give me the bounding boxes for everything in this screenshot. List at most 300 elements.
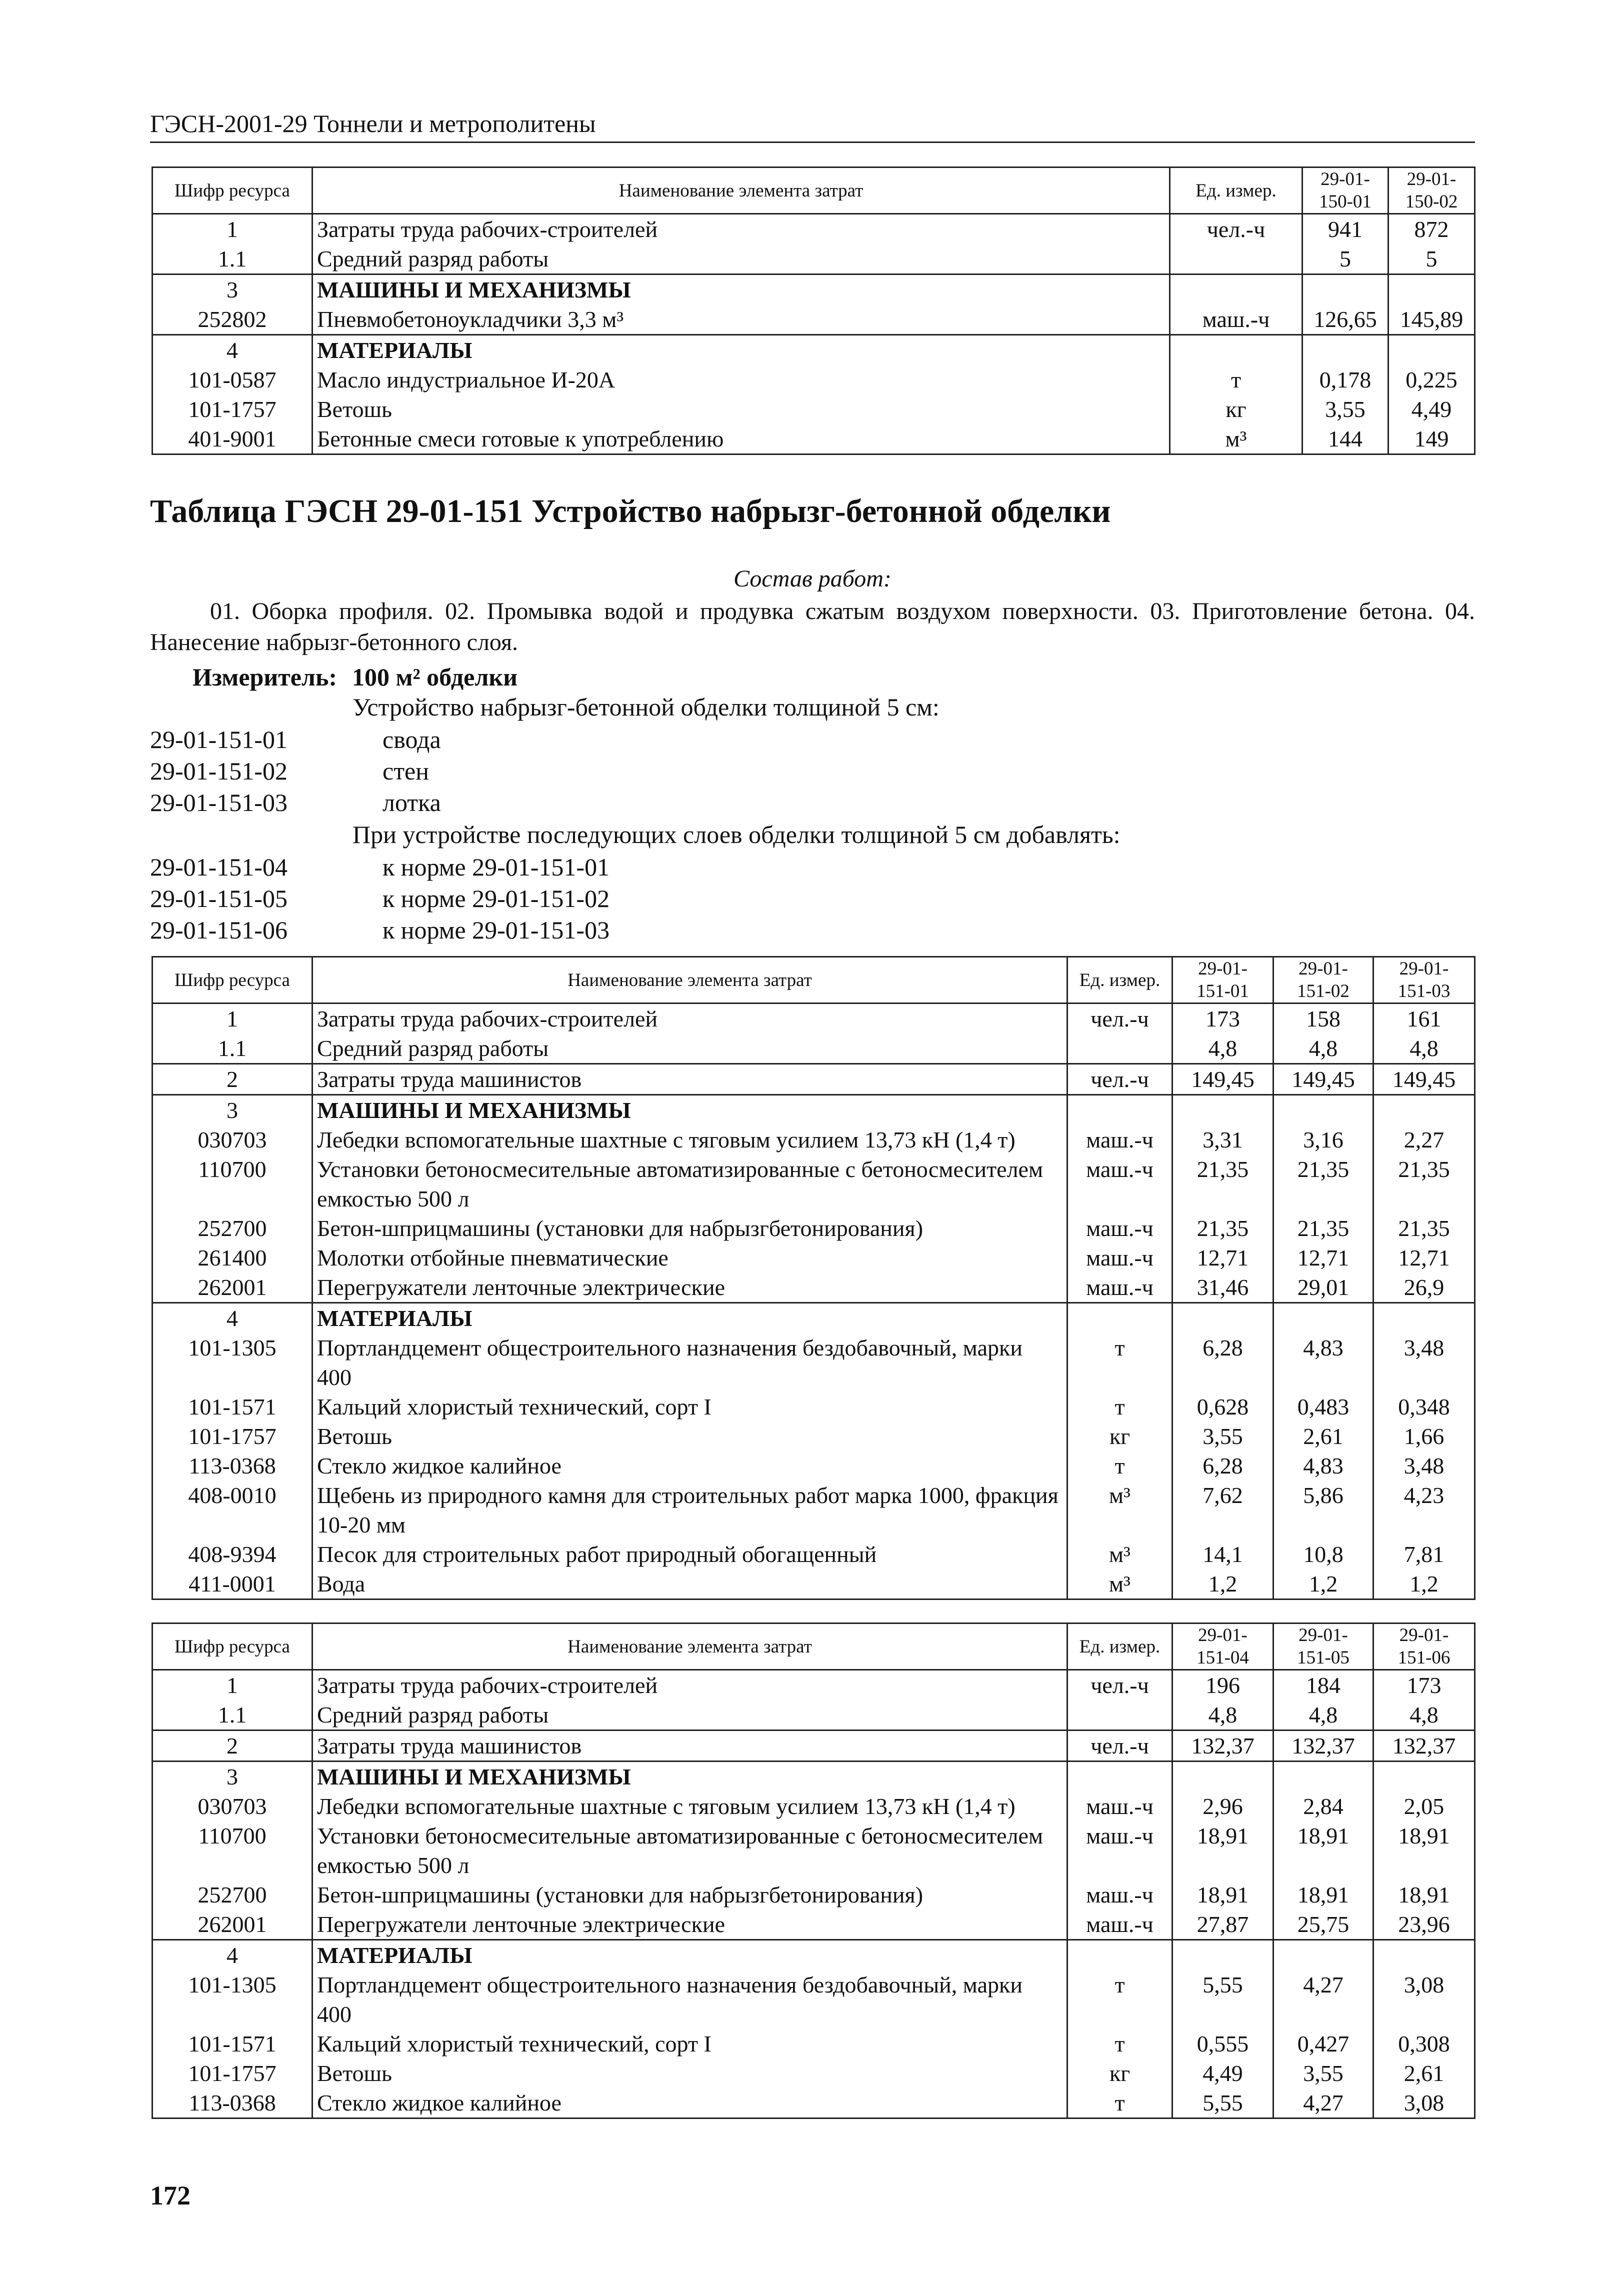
resource-code-cell: 101-1757 bbox=[152, 2058, 312, 2088]
resource-name-cell: Стекло жидкое калийное bbox=[312, 1451, 1068, 1480]
value-cell: 12,71 bbox=[1274, 1243, 1374, 1272]
value-cell: 184 bbox=[1274, 1670, 1374, 1700]
unit-cell: маш.-ч bbox=[1068, 1243, 1172, 1272]
sostav-caption: Состав работ: bbox=[734, 566, 892, 592]
resource-code-cell: 4 bbox=[152, 1303, 312, 1334]
resource-code-cell: 1.1 bbox=[152, 244, 312, 274]
table-row bbox=[152, 1880, 1475, 1910]
resource-table-151-a bbox=[152, 956, 1476, 1600]
unit-cell: маш.-ч bbox=[1068, 1154, 1172, 1214]
unit-cell bbox=[1068, 1095, 1172, 1126]
resource-name-cell: Щебень из природного камня для строительных работ марка 1000, фракция 10-20 мм bbox=[312, 1480, 1068, 1540]
value-cell: 5,86 bbox=[1274, 1480, 1374, 1540]
value-cell: 29,01 bbox=[1274, 1272, 1374, 1303]
table-row bbox=[152, 1095, 1475, 1126]
value-cell: 4,8 bbox=[1374, 1700, 1475, 1730]
norm-code: 29-01-151-03 bbox=[150, 788, 288, 816]
table-row bbox=[152, 1034, 1475, 1064]
resource-name-cell: Бетон-шприцмашины (установки для набрызгбетонирования) bbox=[312, 1214, 1068, 1243]
column-header: Шифр ресурса bbox=[152, 168, 312, 214]
value-cell: 3,31 bbox=[1172, 1125, 1274, 1154]
unit-cell: чел.-ч bbox=[1068, 1670, 1172, 1700]
value-cell: 18,91 bbox=[1274, 1880, 1374, 1910]
norm-code: 29-01-151-01 bbox=[150, 726, 288, 754]
izmeritel-value: 100 м² обделки bbox=[352, 663, 518, 691]
resource-name-cell: Затраты труда рабочих-строителей bbox=[312, 214, 1170, 244]
value-cell: 3,55 bbox=[1302, 394, 1388, 424]
resource-name-cell: Средний разряд работы bbox=[312, 1700, 1068, 1730]
value-cell: 1,2 bbox=[1274, 1569, 1374, 1600]
resource-name-cell: Бетон-шприцмашины (установки для набрызгбетонирования) bbox=[312, 1880, 1068, 1910]
resource-code-cell: 101-1305 bbox=[152, 1333, 312, 1392]
resource-code-cell: 4 bbox=[152, 335, 312, 366]
resource-name-cell: Песок для строительных работ природный обогащенный bbox=[312, 1540, 1068, 1569]
value-cell: 173 bbox=[1172, 1004, 1274, 1034]
value-cell bbox=[1274, 1762, 1374, 1792]
resource-table-151-b bbox=[152, 1622, 1476, 2119]
resource-name-cell: Лебедки вспомогательные шахтные с тяговым усилием 13,73 кН (1,4 т) bbox=[312, 1125, 1068, 1154]
resource-name-cell: Портландцемент общестроительного назначения бездобавочный, марки 400 bbox=[312, 1333, 1068, 1392]
value-cell: 0,628 bbox=[1172, 1392, 1274, 1422]
resource-code-cell: 110700 bbox=[152, 1821, 312, 1880]
resource-code-cell: 3 bbox=[152, 274, 312, 305]
norms-intro-1: Устройство набрызг-бетонной обделки толщиной 5 см: bbox=[352, 693, 940, 721]
value-cell: 7,62 bbox=[1172, 1480, 1274, 1540]
value-cell: 21,35 bbox=[1374, 1214, 1475, 1243]
column-header: Шифр ресурса bbox=[152, 1624, 312, 1670]
value-cell: 1,2 bbox=[1374, 1569, 1475, 1600]
value-cell: 149,45 bbox=[1374, 1064, 1475, 1095]
value-cell: 23,96 bbox=[1374, 1910, 1475, 1940]
value-cell: 0,348 bbox=[1374, 1392, 1475, 1422]
value-cell: 2,96 bbox=[1172, 1792, 1274, 1821]
value-cell: 4,8 bbox=[1274, 1034, 1374, 1064]
unit-cell: кг bbox=[1068, 1422, 1172, 1451]
resource-code-cell: 1 bbox=[152, 1004, 312, 1034]
column-header: Наименование элемента затрат bbox=[312, 957, 1068, 1004]
value-cell: 2,61 bbox=[1374, 2058, 1475, 2088]
value-cell: 1,2 bbox=[1172, 1569, 1274, 1600]
unit-cell: маш.-ч bbox=[1068, 1272, 1172, 1303]
column-header: 29-01- 151-06 bbox=[1374, 1624, 1475, 1670]
value-cell: 25,75 bbox=[1274, 1910, 1374, 1940]
value-cell: 149 bbox=[1388, 424, 1475, 454]
resource-name-cell: Затраты труда машинистов bbox=[312, 1064, 1068, 1095]
value-cell: 21,35 bbox=[1274, 1214, 1374, 1243]
value-cell: 5,55 bbox=[1172, 2088, 1274, 2118]
table-row bbox=[152, 2058, 1475, 2088]
value-cell: 2,05 bbox=[1374, 1792, 1475, 1821]
table-row bbox=[152, 2029, 1475, 2058]
value-cell: 3,08 bbox=[1374, 1970, 1475, 2029]
resource-code-cell: 101-1305 bbox=[152, 1970, 312, 2029]
resource-code-cell: 110700 bbox=[152, 1154, 312, 1214]
resource-code-cell: 113-0368 bbox=[152, 2088, 312, 2118]
value-cell bbox=[1302, 335, 1388, 366]
resource-code-cell: 2 bbox=[152, 1730, 312, 1762]
unit-cell: м³ bbox=[1170, 424, 1302, 454]
column-header: Шифр ресурса bbox=[152, 957, 312, 1004]
column-header: 29-01- 151-01 bbox=[1172, 957, 1274, 1004]
resource-name-cell: Средний разряд работы bbox=[312, 244, 1170, 274]
value-cell bbox=[1374, 1762, 1475, 1792]
resource-code-cell: 3 bbox=[152, 1762, 312, 1792]
unit-cell: чел.-ч bbox=[1068, 1730, 1172, 1762]
resource-name-cell: Лебедки вспомогательные шахтные с тяговым усилием 13,73 кН (1,4 т) bbox=[312, 1792, 1068, 1821]
norm-code: 29-01-151-02 bbox=[150, 757, 288, 785]
resource-code-cell: 101-1571 bbox=[152, 1392, 312, 1422]
resource-name-cell: Установки бетоносмесительные автоматизированные с бетоносмесителем емкостью 500 л bbox=[312, 1154, 1068, 1214]
column-header: 29-01- 151-02 bbox=[1274, 957, 1374, 1004]
unit-cell bbox=[1068, 1762, 1172, 1792]
value-cell: 173 bbox=[1374, 1670, 1475, 1700]
resource-code-cell: 101-1757 bbox=[152, 1422, 312, 1451]
table-row bbox=[152, 1940, 1475, 1970]
resource-table-150 bbox=[152, 166, 1476, 455]
resource-code-cell: 408-9394 bbox=[152, 1540, 312, 1569]
value-cell: 26,9 bbox=[1374, 1272, 1475, 1303]
value-cell bbox=[1172, 1303, 1274, 1334]
table-row bbox=[152, 1303, 1475, 1334]
resource-name-cell: Пневмобетоноукладчики 3,3 м³ bbox=[312, 304, 1170, 335]
column-header: Ед. измер. bbox=[1068, 957, 1172, 1004]
table-title: Таблица ГЭСН 29-01-151 Устройство набрызг-бетонной обделки bbox=[150, 493, 1111, 530]
unit-cell bbox=[1068, 1034, 1172, 1064]
value-cell: 4,49 bbox=[1388, 394, 1475, 424]
unit-cell: м³ bbox=[1068, 1569, 1172, 1600]
resource-name-cell: МАТЕРИАЛЫ bbox=[312, 1303, 1068, 1334]
resource-name-cell: МАШИНЫ И МЕХАНИЗМЫ bbox=[312, 274, 1170, 305]
value-cell: 4,27 bbox=[1274, 1970, 1374, 2029]
resource-code-cell: 401-9001 bbox=[152, 424, 312, 454]
page-number: 172 bbox=[150, 2180, 190, 2210]
value-cell: 161 bbox=[1374, 1004, 1475, 1034]
norms-intro-2: При устройстве последующих слоев обделки толщиной 5 см добавлять: bbox=[352, 820, 1120, 848]
table-row bbox=[152, 244, 1475, 274]
value-cell: 4,8 bbox=[1172, 1700, 1274, 1730]
unit-cell: м³ bbox=[1068, 1540, 1172, 1569]
unit-cell: маш.-ч bbox=[1068, 1214, 1172, 1243]
table-row bbox=[152, 1154, 1475, 1214]
norm-desc: к норме 29-01-151-03 bbox=[382, 916, 610, 944]
value-cell: 27,87 bbox=[1172, 1910, 1274, 1940]
value-cell: 21,35 bbox=[1374, 1154, 1475, 1214]
norm-desc: стен bbox=[382, 757, 429, 785]
unit-cell: маш.-ч bbox=[1068, 1821, 1172, 1880]
table-row bbox=[152, 1910, 1475, 1940]
value-cell: 0,225 bbox=[1388, 365, 1475, 394]
resource-name-cell: Перегружатели ленточные электрические bbox=[312, 1910, 1068, 1940]
value-cell: 158 bbox=[1274, 1004, 1374, 1034]
table-row bbox=[152, 1064, 1475, 1095]
value-cell: 4,8 bbox=[1374, 1034, 1475, 1064]
resource-code-cell: 2 bbox=[152, 1064, 312, 1095]
norm-code: 29-01-151-04 bbox=[150, 853, 288, 881]
column-header: 29-01- 151-03 bbox=[1374, 957, 1475, 1004]
table-row bbox=[152, 1125, 1475, 1154]
unit-cell: т bbox=[1068, 1970, 1172, 2029]
unit-cell: м³ bbox=[1068, 1480, 1172, 1540]
resource-name-cell: МАШИНЫ И МЕХАНИЗМЫ bbox=[312, 1095, 1068, 1126]
value-cell: 3,48 bbox=[1374, 1333, 1475, 1392]
value-cell: 0,178 bbox=[1302, 365, 1388, 394]
resource-name-cell: Установки бетоносмесительные автоматизированные с бетоносмесителем емкостью 500 л bbox=[312, 1821, 1068, 1880]
column-header: Наименование элемента затрат bbox=[312, 1624, 1068, 1670]
unit-cell bbox=[1068, 1700, 1172, 1730]
value-cell: 18,91 bbox=[1374, 1821, 1475, 1880]
table-row bbox=[152, 1004, 1475, 1034]
value-cell: 0,308 bbox=[1374, 2029, 1475, 2058]
value-cell: 3,08 bbox=[1374, 2088, 1475, 2118]
resource-code-cell: 3 bbox=[152, 1095, 312, 1126]
value-cell: 0,483 bbox=[1274, 1392, 1374, 1422]
resource-name-cell: Ветошь bbox=[312, 1422, 1068, 1451]
table-row bbox=[152, 1700, 1475, 1730]
unit-cell bbox=[1170, 244, 1302, 274]
resource-name-cell: МАТЕРИАЛЫ bbox=[312, 335, 1170, 366]
running-header: ГЭСН-2001-29 Тоннели и метрополитены bbox=[150, 110, 596, 138]
value-cell: 126,65 bbox=[1302, 304, 1388, 335]
resource-code-cell: 408-0010 bbox=[152, 1480, 312, 1540]
value-cell: 144 bbox=[1302, 424, 1388, 454]
value-cell: 10,8 bbox=[1274, 1540, 1374, 1569]
value-cell: 2,61 bbox=[1274, 1422, 1374, 1451]
resource-code-cell: 261400 bbox=[152, 1243, 312, 1272]
value-cell: 0,427 bbox=[1274, 2029, 1374, 2058]
unit-cell: т bbox=[1068, 1392, 1172, 1422]
table-row bbox=[152, 1243, 1475, 1272]
table-row bbox=[152, 1821, 1475, 1880]
table-row bbox=[152, 1333, 1475, 1392]
unit-cell: чел.-ч bbox=[1170, 214, 1302, 244]
table-row bbox=[152, 1762, 1475, 1792]
value-cell: 4,8 bbox=[1172, 1034, 1274, 1064]
izmeritel-label: Измеритель: bbox=[192, 663, 338, 691]
sostav-text: 01. Оборка профиля. 02. Промывка водой и продувка сжатым воздухом поверхности. 03. Приготовление бетона. 04. Нанесение набрызг-бетонного слоя. bbox=[150, 598, 1475, 656]
resource-name-cell: Затраты труда рабочих-строителей bbox=[312, 1670, 1068, 1700]
value-cell bbox=[1388, 274, 1475, 305]
resource-name-cell: Затраты труда машинистов bbox=[312, 1730, 1068, 1762]
table-header-row bbox=[152, 957, 1475, 1004]
table-row bbox=[152, 2088, 1475, 2118]
value-cell bbox=[1274, 1940, 1374, 1970]
unit-cell: т bbox=[1068, 2029, 1172, 2058]
value-cell: 12,71 bbox=[1374, 1243, 1475, 1272]
unit-cell bbox=[1068, 1940, 1172, 1970]
value-cell: 132,37 bbox=[1374, 1730, 1475, 1762]
value-cell: 14,1 bbox=[1172, 1540, 1274, 1569]
value-cell: 18,91 bbox=[1172, 1880, 1274, 1910]
resource-name-cell: Бетонные смеси готовые к употреблению bbox=[312, 424, 1170, 454]
value-cell: 18,91 bbox=[1172, 1821, 1274, 1880]
norm-code: 29-01-151-06 bbox=[150, 916, 288, 944]
value-cell: 3,48 bbox=[1374, 1451, 1475, 1480]
resource-name-cell: Кальций хлористый технический, сорт I bbox=[312, 2029, 1068, 2058]
table-row bbox=[152, 1272, 1475, 1303]
resource-name-cell: Масло индустриальное И-20А bbox=[312, 365, 1170, 394]
value-cell bbox=[1172, 1940, 1274, 1970]
table-row bbox=[152, 1214, 1475, 1243]
norm-code: 29-01-151-05 bbox=[150, 884, 288, 912]
value-cell: 7,81 bbox=[1374, 1540, 1475, 1569]
resource-code-cell: 252700 bbox=[152, 1880, 312, 1910]
table-row bbox=[152, 394, 1475, 424]
value-cell: 12,71 bbox=[1172, 1243, 1274, 1272]
value-cell: 3,55 bbox=[1274, 2058, 1374, 2088]
table-header-row bbox=[152, 168, 1475, 214]
value-cell: 2,27 bbox=[1374, 1125, 1475, 1154]
unit-cell bbox=[1068, 1303, 1172, 1334]
column-header: Ед. измер. bbox=[1068, 1624, 1172, 1670]
resource-code-cell: 101-0587 bbox=[152, 365, 312, 394]
value-cell: 21,35 bbox=[1274, 1154, 1374, 1214]
value-cell: 1,66 bbox=[1374, 1422, 1475, 1451]
value-cell: 149,45 bbox=[1172, 1064, 1274, 1095]
value-cell bbox=[1302, 274, 1388, 305]
table-row bbox=[152, 304, 1475, 335]
resource-name-cell: Затраты труда рабочих-строителей bbox=[312, 1004, 1068, 1034]
value-cell: 5 bbox=[1302, 244, 1388, 274]
resource-code-cell: 101-1571 bbox=[152, 2029, 312, 2058]
norm-desc: лотка bbox=[382, 788, 441, 816]
value-cell: 132,37 bbox=[1274, 1730, 1374, 1762]
table-row bbox=[152, 214, 1475, 244]
table-row bbox=[152, 365, 1475, 394]
column-header: Наименование элемента затрат bbox=[312, 168, 1170, 214]
column-header: 29-01- 150-01 bbox=[1302, 168, 1388, 214]
resource-name-cell: МАТЕРИАЛЫ bbox=[312, 1940, 1068, 1970]
value-cell bbox=[1374, 1940, 1475, 1970]
value-cell: 4,27 bbox=[1274, 2088, 1374, 2118]
header-rule bbox=[150, 142, 1475, 143]
value-cell: 132,37 bbox=[1172, 1730, 1274, 1762]
norm-desc: к норме 29-01-151-02 bbox=[382, 884, 610, 912]
table-row bbox=[152, 1422, 1475, 1451]
value-cell: 5,55 bbox=[1172, 1970, 1274, 2029]
value-cell bbox=[1172, 1095, 1274, 1126]
value-cell bbox=[1274, 1303, 1374, 1334]
izmeritel bbox=[192, 662, 518, 692]
value-cell: 21,35 bbox=[1172, 1214, 1274, 1243]
table-row bbox=[152, 1670, 1475, 1700]
value-cell: 4,83 bbox=[1274, 1451, 1374, 1480]
column-header: 29-01- 151-04 bbox=[1172, 1624, 1274, 1670]
value-cell: 2,84 bbox=[1274, 1792, 1374, 1821]
table-row bbox=[152, 424, 1475, 454]
resource-code-cell: 262001 bbox=[152, 1910, 312, 1940]
column-header: 29-01- 151-05 bbox=[1274, 1624, 1374, 1670]
value-cell: 5 bbox=[1388, 244, 1475, 274]
table-row bbox=[152, 335, 1475, 366]
table-row bbox=[152, 1451, 1475, 1480]
value-cell: 0,555 bbox=[1172, 2029, 1274, 2058]
unit-cell: чел.-ч bbox=[1068, 1004, 1172, 1034]
resource-name-cell: МАШИНЫ И МЕХАНИЗМЫ bbox=[312, 1762, 1068, 1792]
unit-cell: маш.-ч bbox=[1068, 1792, 1172, 1821]
resource-name-cell: Ветошь bbox=[312, 2058, 1068, 2088]
resource-code-cell: 113-0368 bbox=[152, 1451, 312, 1480]
table-row bbox=[152, 274, 1475, 305]
value-cell: 4,8 bbox=[1274, 1700, 1374, 1730]
unit-cell: кг bbox=[1068, 2058, 1172, 2088]
unit-cell: т bbox=[1068, 2088, 1172, 2118]
resource-name-cell: Молотки отбойные пневматические bbox=[312, 1243, 1068, 1272]
resource-code-cell: 030703 bbox=[152, 1125, 312, 1154]
unit-cell: т bbox=[1068, 1333, 1172, 1392]
unit-cell bbox=[1170, 274, 1302, 305]
value-cell: 4,83 bbox=[1274, 1333, 1374, 1392]
table-header-row bbox=[152, 1624, 1475, 1670]
unit-cell: т bbox=[1170, 365, 1302, 394]
unit-cell: маш.-ч bbox=[1170, 304, 1302, 335]
value-cell bbox=[1388, 335, 1475, 366]
resource-name-cell: Портландцемент общестроительного назначения бездобавочный, марки 400 bbox=[312, 1970, 1068, 2029]
table-row bbox=[152, 1540, 1475, 1569]
value-cell: 872 bbox=[1388, 214, 1475, 244]
value-cell: 3,16 bbox=[1274, 1125, 1374, 1154]
value-cell: 4,23 bbox=[1374, 1480, 1475, 1540]
value-cell bbox=[1374, 1095, 1475, 1126]
value-cell: 145,89 bbox=[1388, 304, 1475, 335]
resource-code-cell: 262001 bbox=[152, 1272, 312, 1303]
resource-code-cell: 411-0001 bbox=[152, 1569, 312, 1600]
table-row bbox=[152, 1569, 1475, 1600]
value-cell: 18,91 bbox=[1274, 1821, 1374, 1880]
resource-code-cell: 1 bbox=[152, 1670, 312, 1700]
value-cell: 21,35 bbox=[1172, 1154, 1274, 1214]
value-cell: 3,55 bbox=[1172, 1422, 1274, 1451]
resource-name-cell: Ветошь bbox=[312, 394, 1170, 424]
value-cell: 6,28 bbox=[1172, 1451, 1274, 1480]
resource-code-cell: 252700 bbox=[152, 1214, 312, 1243]
value-cell: 4,49 bbox=[1172, 2058, 1274, 2088]
resource-name-cell: Кальций хлористый технический, сорт I bbox=[312, 1392, 1068, 1422]
unit-cell: т bbox=[1068, 1451, 1172, 1480]
value-cell: 31,46 bbox=[1172, 1272, 1274, 1303]
table-row bbox=[152, 1792, 1475, 1821]
resource-name-cell: Стекло жидкое калийное bbox=[312, 2088, 1068, 2118]
value-cell: 6,28 bbox=[1172, 1333, 1274, 1392]
resource-code-cell: 1.1 bbox=[152, 1034, 312, 1064]
unit-cell: чел.-ч bbox=[1068, 1064, 1172, 1095]
unit-cell: кг bbox=[1170, 394, 1302, 424]
value-cell: 149,45 bbox=[1274, 1064, 1374, 1095]
value-cell bbox=[1172, 1762, 1274, 1792]
unit-cell: маш.-ч bbox=[1068, 1880, 1172, 1910]
value-cell: 196 bbox=[1172, 1670, 1274, 1700]
table-row bbox=[152, 1970, 1475, 2029]
norm-desc: к норме 29-01-151-01 bbox=[382, 853, 610, 881]
table-row bbox=[152, 1730, 1475, 1762]
resource-code-cell: 4 bbox=[152, 1940, 312, 1970]
resource-name-cell: Перегружатели ленточные электрические bbox=[312, 1272, 1068, 1303]
resource-code-cell: 1.1 bbox=[152, 1700, 312, 1730]
value-cell: 18,91 bbox=[1374, 1880, 1475, 1910]
column-header: 29-01- 150-02 bbox=[1388, 168, 1475, 214]
value-cell bbox=[1374, 1303, 1475, 1334]
value-cell bbox=[1274, 1095, 1374, 1126]
unit-cell: маш.-ч bbox=[1068, 1910, 1172, 1940]
table-row bbox=[152, 1392, 1475, 1422]
resource-code-cell: 252802 bbox=[152, 304, 312, 335]
resource-name-cell: Средний разряд работы bbox=[312, 1034, 1068, 1064]
table-row bbox=[152, 1480, 1475, 1540]
norm-desc: свода bbox=[382, 726, 441, 754]
unit-cell: маш.-ч bbox=[1068, 1125, 1172, 1154]
resource-code-cell: 1 bbox=[152, 214, 312, 244]
resource-code-cell: 030703 bbox=[152, 1792, 312, 1821]
resource-code-cell: 101-1757 bbox=[152, 394, 312, 424]
